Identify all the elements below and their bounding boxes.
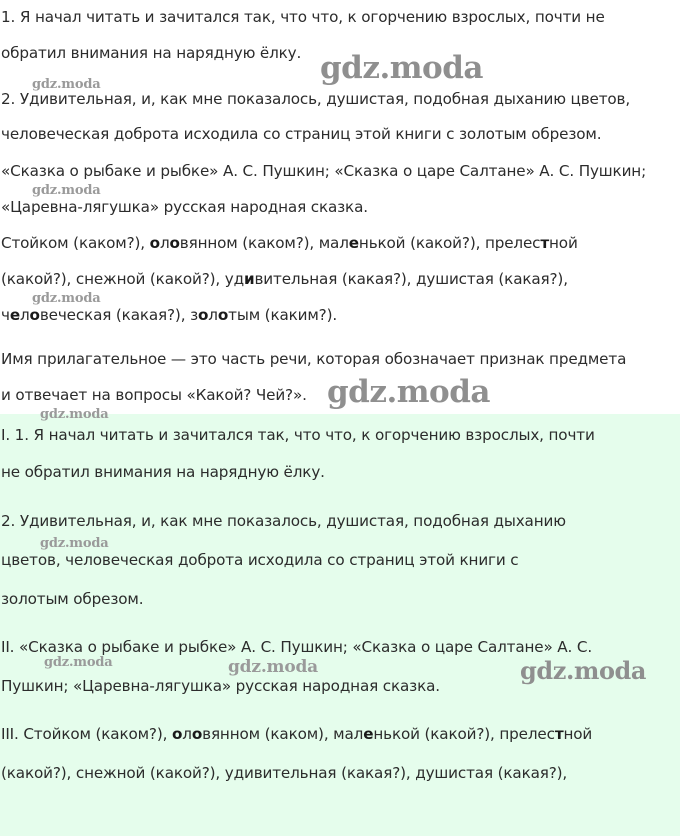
- watermark-logo: gdz.moda: [520, 656, 647, 685]
- adjective-line: человеческая (какая?), золотым (каким?).: [1, 306, 338, 324]
- watermark-small: gdz.moda: [32, 291, 101, 306]
- text-line: цветов, человеческая доброта исходила со страниц этой книги с: [1, 551, 519, 569]
- adjective-line: Стойком (каком?), оловянном (каком?), маленькой (какой?), прелестной: [1, 234, 578, 252]
- adjective-line: III. Стойком (каком?), оловянном (каком), маленькой (какой?), прелестной: [1, 725, 593, 743]
- text-line: золотым обрезом.: [1, 590, 144, 608]
- definition-line: Имя прилагательное — это часть речи, которая обозначает признак предмета: [1, 350, 627, 368]
- text-line: I. 1. Я начал читать и зачитался так, что что, к огорчению взрослых, почти: [1, 426, 595, 444]
- watermark-small: gdz.moda: [44, 655, 113, 670]
- text-line: II. «Сказка о рыбаке и рыбке» А. С. Пушкин; «Сказка о царе Салтане» А. С.: [1, 638, 593, 656]
- definition-line: и отвечает на вопросы «Какой? Чей?».: [1, 386, 307, 404]
- text-line: 2. Удивительная, и, как мне показалось, душистая, подобная дыханию: [1, 512, 566, 530]
- text-line: 1. Я начал читать и зачитался так, что что, к огорчению взрослых, почти не: [1, 8, 605, 26]
- text-line: Пушкин; «Царевна-лягушка» русская народная сказка.: [1, 677, 440, 695]
- watermark-small: gdz.moda: [32, 183, 101, 198]
- watermark-logo: gdz.moda: [327, 374, 490, 410]
- adjective-line: (какой?), снежной (какой?), удивительная (какая?), душистая (какая?),: [1, 764, 568, 782]
- watermark-small: gdz.moda: [228, 657, 318, 677]
- text-line: не обратил внимания на нарядную ёлку.: [1, 463, 325, 481]
- text-line: «Сказка о рыбаке и рыбке» А. С. Пушкин; «Сказка о царе Салтане» А. С. Пушкин;: [1, 162, 647, 180]
- text-line: «Царевна-лягушка» русская народная сказка.: [1, 198, 368, 216]
- text-line: 2. Удивительная, и, как мне показалось, душистая, подобная дыханию цветов,: [1, 90, 631, 108]
- text-line: обратил внимания на нарядную ёлку.: [1, 44, 302, 62]
- adjective-line: (какой?), снежной (какой?), удивительная (какая?), душистая (какая?),: [1, 270, 568, 288]
- watermark-small: gdz.moda: [40, 536, 109, 551]
- watermark-small: gdz.moda: [40, 407, 109, 422]
- watermark-small: gdz.moda: [32, 77, 101, 92]
- text-line: человеческая доброта исходила со страниц этой книги с золотым обрезом.: [1, 125, 602, 143]
- watermark-logo: gdz.moda: [320, 50, 483, 86]
